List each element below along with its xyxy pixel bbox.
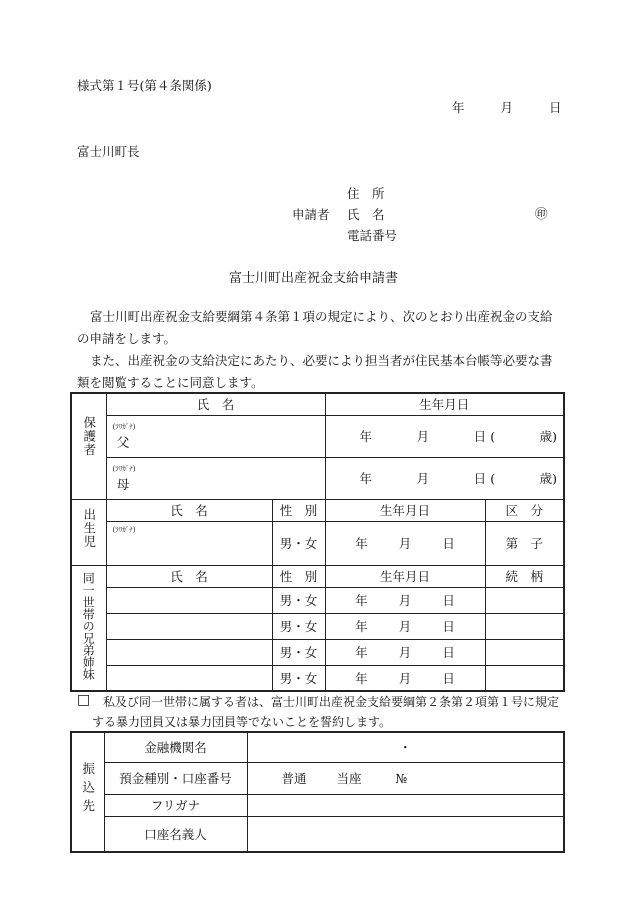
furigana-label: (ﾌﾘｶﾞﾅ): [112, 464, 136, 473]
paragraph-2: また、出産祝金の支給決定にあたり、必要により担当者が住民基本台帳等必要な書類を閲覧することに同意します。: [77, 353, 553, 390]
furigana-input[interactable]: [247, 794, 564, 816]
month-label: 月: [416, 429, 430, 444]
furigana-label: フリガナ: [104, 794, 247, 816]
sibling-birth-cell[interactable]: 年 月 日: [325, 587, 485, 613]
age-label: 歳): [539, 429, 558, 444]
year-label: 年: [359, 471, 373, 486]
sibling-sex-cell[interactable]: 男・女: [272, 665, 325, 691]
newborn-name-cell[interactable]: [106, 521, 272, 565]
sibling-sex-cell[interactable]: 男・女: [272, 613, 325, 639]
pledge-checkbox[interactable]: □: [77, 692, 91, 708]
pledge-line-2: する暴力団員又は暴力団員等でないことを誓約します。: [92, 715, 392, 729]
father-birth-cell[interactable]: 年 月 日 ( 歳): [325, 415, 564, 457]
sibling-name-cell[interactable]: [106, 587, 272, 613]
table-row: [71, 587, 564, 613]
address-label: 住 所: [347, 186, 385, 201]
guardian-section-label: 保護者: [71, 393, 106, 499]
institution-label: 金融機関名: [104, 732, 247, 762]
guardian-col-name: 氏 名: [106, 393, 325, 415]
date-month: 月: [500, 100, 513, 115]
newborn-col-name: 氏 名: [106, 499, 272, 521]
holder-label: 口座名義人: [104, 816, 247, 852]
account-input[interactable]: [247, 762, 564, 794]
sibling-name-cell[interactable]: [106, 665, 272, 691]
day-label: 日: [473, 471, 487, 486]
sibling-relation-cell[interactable]: [485, 613, 564, 639]
mother-birth-cell[interactable]: 年 月 日 ( 歳): [325, 457, 564, 499]
account-label: 預金種別・口座番号: [104, 762, 247, 794]
newborn-col-birth: 生年月日: [325, 499, 485, 521]
institution-input[interactable]: ・: [247, 732, 564, 762]
year-label: 年: [359, 429, 373, 444]
siblings-section-label: 同一世帯の兄弟姉妹: [71, 565, 106, 691]
age-label: 歳): [539, 471, 558, 486]
newborn-col-sex: 性 別: [272, 499, 325, 521]
form-number: 様式第１号(第４条関係): [77, 78, 212, 93]
father-name-cell[interactable]: [106, 415, 325, 457]
table-row: [71, 665, 564, 691]
sibling-birth-cell[interactable]: 年 月 日: [325, 613, 485, 639]
newborn-col-class: 区 分: [485, 499, 564, 521]
siblings-col-name: 氏 名: [106, 565, 272, 587]
newborn-section-label: 出生児: [71, 499, 106, 565]
sibling-relation-cell[interactable]: [485, 587, 564, 613]
sibling-relation-cell[interactable]: [485, 639, 564, 665]
seal-mark: ㊞: [535, 206, 548, 221]
type-current[interactable]: 当座: [336, 771, 362, 786]
sibling-name-cell[interactable]: [106, 613, 272, 639]
siblings-col-sex: 性 別: [272, 565, 325, 587]
siblings-col-birth: 生年月日: [325, 565, 485, 587]
siblings-col-relation: 続 柄: [485, 565, 564, 587]
month-label: 月: [416, 471, 430, 486]
bank-section-label: 振込先: [71, 732, 104, 852]
number-label: №: [395, 771, 408, 786]
bank-table: [70, 731, 565, 853]
sibling-birth-cell[interactable]: 年 月 日: [325, 639, 485, 665]
phone-label: 電話番号: [347, 228, 398, 243]
holder-input[interactable]: [247, 816, 564, 852]
mother-name-cell[interactable]: [106, 457, 325, 499]
newborn-birth-cell[interactable]: 年 月 日: [325, 521, 485, 565]
furigana-label: (ﾌﾘｶﾞﾅ): [112, 525, 136, 534]
table-row: [71, 639, 564, 665]
sibling-birth-cell[interactable]: 年 月 日: [325, 665, 485, 691]
sibling-relation-cell[interactable]: [485, 665, 564, 691]
furigana-label: (ﾌﾘｶﾞﾅ): [112, 422, 136, 431]
guardian-col-birth: 生年月日: [325, 393, 564, 415]
sibling-sex-cell[interactable]: 男・女: [272, 639, 325, 665]
mother-label: 母: [116, 477, 130, 493]
pledge-line-1: 私及び同一世帯に属する者は、富士川町出産祝金支給要綱第２条第２項第１号に規定: [103, 695, 560, 709]
newborn-order-cell[interactable]: 第 子: [485, 521, 564, 565]
addressee: 富士川町長: [77, 144, 140, 159]
newborn-sex-cell[interactable]: 男・女: [272, 521, 325, 565]
date-day: 日: [548, 100, 562, 115]
sibling-name-cell[interactable]: [106, 639, 272, 665]
sibling-sex-cell[interactable]: 男・女: [272, 587, 325, 613]
day-label: 日: [473, 429, 487, 444]
application-table: [70, 392, 565, 692]
name-label: 氏 名: [347, 207, 385, 222]
applicant-label: 申請者: [292, 207, 330, 222]
paragraph-1: 富士川町出産祝金支給要綱第４条第１項の規定により、次のとおり出産祝金の支給の申請をします。: [77, 309, 553, 346]
type-regular[interactable]: 普通: [281, 771, 307, 786]
date-year: 年: [452, 100, 465, 115]
date-line: [452, 98, 561, 116]
page-title: 富士川町出産祝金支給申請書: [229, 271, 399, 286]
father-label: 父: [116, 435, 130, 451]
table-row: [71, 613, 564, 639]
